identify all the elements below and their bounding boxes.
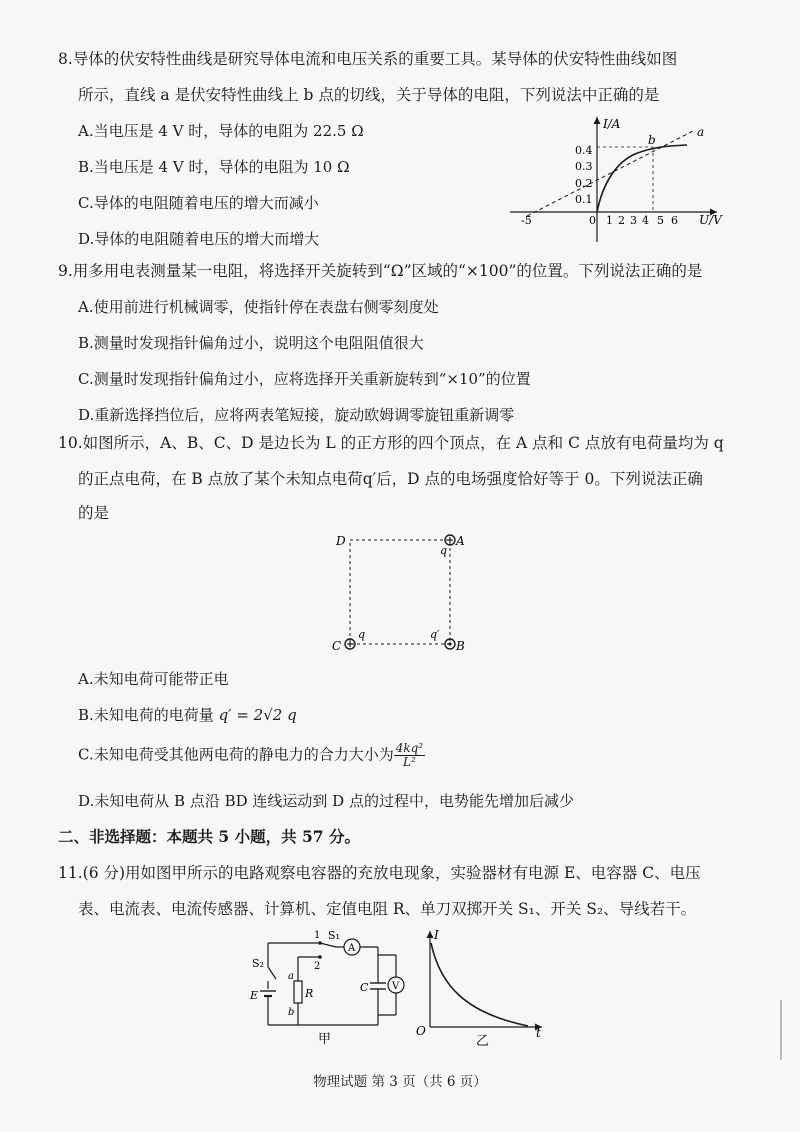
q10-stem-line2: 的正点电荷，在 B 点放了某个未知点电荷q′后，D 点的电场强度恰好等于 0。下列说法正确 (78, 470, 703, 488)
q11-label-2: 2 (314, 961, 321, 972)
q8-line-label-a: a (697, 125, 705, 139)
q10-option-b[interactable] (78, 704, 297, 726)
q8-x-tick: 5 (657, 214, 664, 227)
q8-stem-line2: 所示，直线 a 是伏安特性曲线上 b 点的切线，关于导体的电阻，下列说法中正确的是 (78, 86, 660, 104)
q11-decay-curve (431, 943, 528, 1026)
q8-x-tick: 1 (606, 214, 613, 227)
q11-label-e: E (250, 989, 259, 1002)
q11-graph-x-label: t (536, 1026, 541, 1040)
q8-option-a[interactable]: A.当电压是 4 V 时，导体的电阻为 22.5 Ω (78, 122, 364, 140)
q10-charge-label-a: q (440, 544, 448, 557)
q11-stem-line2: 表、电流表、电流传感器、计算机、定值电阻 R、单刀双掷开关 S₁、开关 S₂、导线若干。 (78, 900, 697, 918)
q8-y-tick: 0.4 (575, 144, 593, 157)
q10-stem-line1: 10.如图所示，A、B、C、D 是边长为 L 的正方形的四个顶点，在 A 点和 C 点放有电荷量均为 q (58, 434, 724, 452)
scan-edge-mark (780, 1000, 782, 1060)
q11-graph-y-label: I (434, 928, 439, 942)
q8-x-axis-label: U/V (699, 213, 722, 227)
q11-caption-yi: 乙 (476, 1034, 490, 1049)
q10-square-diagram (330, 530, 470, 655)
q10-label-a: A (456, 534, 465, 548)
q10-option-d[interactable]: D.未知电荷从 B 点沿 BD 连线运动到 D 点的过程中，电势能先增加后减少 (78, 792, 574, 810)
q10-charge-label-c: q (358, 628, 366, 641)
q11-stem-line1: 11.(6 分)用如图甲所示的电路观察电容器的充放电现象，实验器材有电源 E、电容器 C、电压 (58, 864, 701, 882)
q8-y-axis-label: I/A (603, 117, 621, 131)
q11-label-1: 1 (314, 930, 321, 941)
q8-tangent-line-a (527, 130, 695, 216)
q10-label-b: B (456, 639, 465, 653)
q8-x-tick: 3 (630, 214, 637, 227)
q8-stem-line1: 8.导体的伏安特性曲线是研究导体电流和电压关系的重要工具。某导体的伏安特性曲线如图 (58, 50, 678, 68)
q10-option-c-fraction (394, 742, 425, 769)
q8-x-tick: 4 (642, 214, 649, 227)
q8-option-d[interactable]: D.导体的电阻随着电压的增大而增大 (78, 230, 320, 248)
q9-option-a[interactable]: A.使用前进行机械调零，使指针停在表盘右侧零刻度处 (78, 298, 439, 316)
q11-label-b: b (288, 1007, 295, 1018)
q10-stem-line3: 的是 (78, 504, 110, 522)
q10-option-b-text: B.未知电荷的电荷量 (78, 706, 219, 724)
q11-label-c: C (360, 981, 369, 994)
q10-option-c-text: C.未知电荷受其他两电荷的静电力的合力大小为 (78, 745, 394, 764)
page-footer: 物理试题 第 3 页（共 6 页） (313, 1074, 487, 1090)
q11-label-s1: S₁ (328, 929, 340, 942)
q10-option-b-formula: q′ = 2√2 q (218, 706, 297, 724)
section2-heading: 二、非选择题：本题共 5 小题，共 57 分。 (58, 827, 360, 846)
q11-label-r: R (305, 987, 314, 1000)
q8-option-b[interactable]: B.当电压是 4 V 时，导体的电阻为 10 Ω (78, 158, 350, 176)
q9-stem: 9.用多用电表测量某一电阻，将选择开关旋转到“Ω”区域的“×100”的位置。下列说法正确的是 (58, 262, 703, 280)
q8-x-tick: 0 (589, 214, 596, 227)
q11-label-s2: S₂ (252, 957, 264, 970)
q10-label-d: D (336, 534, 346, 548)
q11-circuit-diagram (240, 925, 410, 1045)
q8-point-label-b: b (648, 133, 656, 147)
q10-label-c: C (332, 639, 342, 653)
q11-caption-jia: 甲 (318, 1032, 332, 1045)
q11-switch-s2 (268, 967, 276, 979)
q11-discharge-graph (410, 925, 550, 1050)
q11-voltmeter-label: V (392, 981, 400, 992)
q10-fraction-numerator: 4kq² (395, 741, 424, 755)
q8-y-tick: 0.1 (575, 193, 593, 206)
q8-x-tick: 2 (618, 214, 625, 227)
q11-switch-s1 (320, 943, 336, 947)
q10-charge-label-b: q′ (430, 628, 440, 641)
q8-x-tick: -5 (521, 214, 532, 227)
q9-option-d[interactable]: D.重新选择挡位后，应将两表笔短接，旋动欧姆调零旋钮重新调零 (78, 406, 515, 424)
q8-x-tick: 6 (671, 214, 678, 227)
q8-y-tick: 0.2 (575, 177, 593, 190)
q8-iv-curve (597, 145, 687, 212)
q8-iv-graph (505, 112, 735, 247)
q10-option-a[interactable]: A.未知电荷可能带正电 (78, 670, 229, 688)
q8-option-c[interactable]: C.导体的电阻随着电压的增大而减小 (78, 194, 319, 212)
q11-resistor-r (294, 981, 302, 1003)
q9-option-b[interactable]: B.测量时发现指针偏角过小，说明这个电阻阻值很大 (78, 334, 424, 352)
q11-ammeter-label: A (348, 943, 356, 954)
q10-fraction-denominator: L² (403, 755, 416, 769)
q11-label-a: a (288, 971, 294, 982)
q10-option-c[interactable] (78, 742, 425, 769)
q9-option-c[interactable]: C.测量时发现指针偏角过小，应将选择开关重新旋转到“×10”的位置 (78, 370, 531, 388)
q8-y-tick: 0.3 (575, 160, 593, 173)
q11-graph-origin: O (416, 1024, 426, 1038)
